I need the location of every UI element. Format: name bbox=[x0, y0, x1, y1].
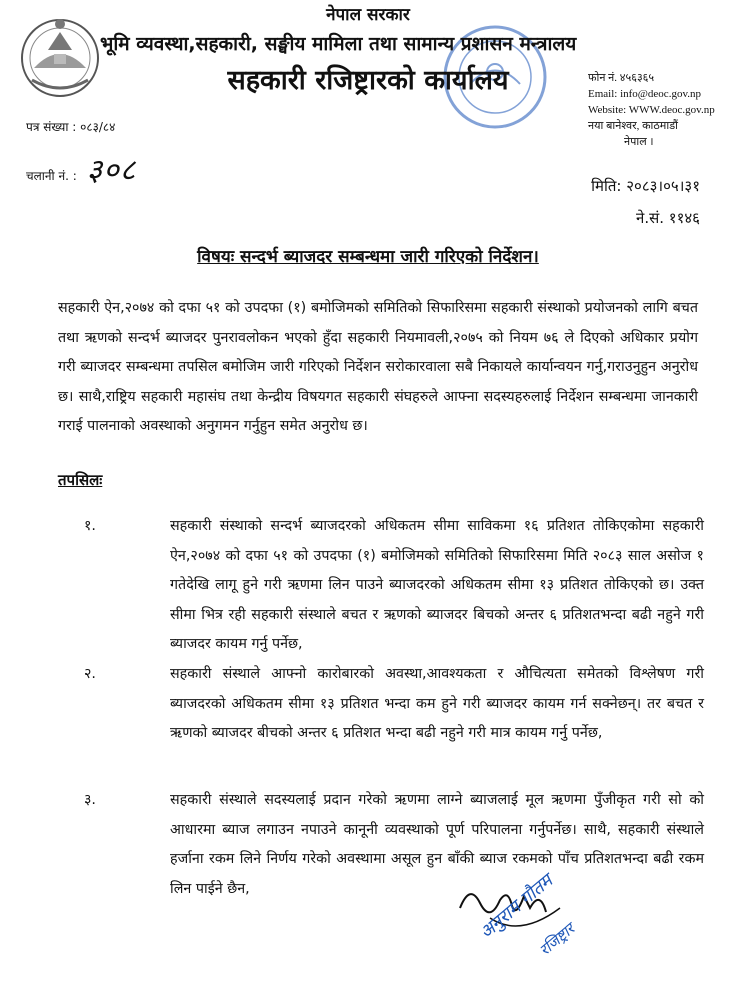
signatory-name: अनुराम गौतम bbox=[475, 870, 557, 944]
contact-block bbox=[588, 70, 715, 150]
government-name: नेपाल सरकार bbox=[326, 5, 410, 25]
list-item-text: सहकारी संस्थाले आफ्नो कारोबारको अवस्था,आवश्यकता र औचित्यता समेतको विश्लेषण गरी ब्याजदरको अधिकतम सीमा १३ प्रतिशत भन्दा कम हुने गरी ब्याजदर कायम गर्न सक्नेछन्। तर बचत र ऋणको ब्याजदर बीचको अन्तर ६ प्रतिशत भन्दा बढी नहुने गरी मात्र कायम गर्नु पर्नेछ, bbox=[170, 666, 704, 741]
office-country: नेपाल । bbox=[624, 136, 654, 148]
dispatch-number bbox=[26, 148, 136, 189]
letter-date: मिति: २०८३।०५।३१ bbox=[591, 177, 700, 195]
list-item bbox=[58, 512, 704, 662]
subject-text: विषयः सन्दर्भ ब्याजदर सम्बन्धमा जारी गरिएको निर्देशन। bbox=[197, 247, 539, 267]
signatory-role: रजिष्ट्रार bbox=[535, 919, 578, 960]
list-item-text: सहकारी संस्थाको सन्दर्भ ब्याजदरको अधिकतम सीमा साविकमा १६ प्रतिशत तोकिएकोमा सहकारी ऐन,२०७४ को दफा ५१ को उपदफा (१) बमोजिमको समितिको सिफारिसमा मिति २०८३ साल असोज १ गतेदेखि लागू हुने गरी ऋणमा लिन पाउने ब्याजदरको अधिकतम सीमा १३ प्रतिशत तोकिएको छ। उक्त सीमा भित्र रही सहकारी संस्थाले बचत र ऋणको ब्याजदर बिचको अन्तर ६ प्रतिशतभन्दा बढी नहुने गरी ब्याजदर कायम गर्नु पर्नेछ, bbox=[170, 518, 704, 652]
letter-subject bbox=[0, 244, 736, 267]
nepal-sambat-year: ने.सं. ११४६ bbox=[636, 209, 700, 227]
phone-number: फोन नं. ४५६३६५ bbox=[588, 72, 655, 84]
list-item bbox=[58, 660, 704, 780]
letter-number: पत्र संख्या : ०८३/८४ bbox=[26, 120, 116, 134]
list-item-number: ३. bbox=[84, 792, 96, 808]
body-paragraph: सहकारी ऐन,२०७४ को दफा ५१ को उपदफा (१) बमोजिमको समितिको सिफारिसमा सहकारी संस्थाको प्रयोजनको लागि बचत तथा ऋणको सन्दर्भ ब्याजदर पुनरावलोकन भएको हुँदा सहकारी नियमावली,२०७५ को नियम ७६ ले दिएको अधिकार प्रयोग गरी ब्याजदर सम्बन्धमा तपसिल बमोजिम जारी गरिएको निर्देशन सरोकारवाला सबै निकायले कार्यान्वयन गर्नु,गराउनुहुन अनुरोध छ। साथै,राष्ट्रिय सहकारी महासंघ तथा केन्द्रीय विषयगत सहकारी संघहरुले आफ्ना सदस्यहरुलाई निर्देशन सम्बन्धमा जानकारी गराई पालनाको अवस्थाको अनुगमन गर्नुहुन समेत अनुरोध छ। bbox=[58, 300, 698, 434]
dispatch-number-label: चलानी नं. : bbox=[26, 169, 77, 183]
dispatch-number-value: ३०८ bbox=[86, 153, 137, 188]
schedule-heading: तपसिलः bbox=[58, 471, 103, 489]
website-address: Website: WWW.deoc.gov.np bbox=[588, 104, 715, 116]
email-address: Email: info@deoc.gov.np bbox=[588, 88, 701, 100]
list-item-number: २. bbox=[84, 666, 96, 682]
ministry-name: भूमि व्यवस्था,सहकारी, सङ्घीय मामिला तथा सामान्य प्रशासन मन्त्रालय bbox=[100, 33, 577, 55]
office-name: सहकारी रजिष्ट्रारको कार्यालय bbox=[227, 65, 509, 96]
office-address: नया बानेश्वर, काठमाडौं bbox=[588, 120, 678, 132]
list-item-text: सहकारी संस्थाले सदस्यलाई प्रदान गरेको ऋणमा लाग्ने ब्याजलाई मूल ऋणमा पुँजीकृत गरी सो को आधारमा ब्याज लगाउन नपाउने कानूनी व्यवस्थाको पूर्ण परिपालना गर्नुपर्नेछ। साथै, सहकारी संस्थाले हर्जाना रकम लिने निर्णय गरेको अवस्थामा असूल हुन बाँकी ब्याज रकमको पाँच प्रतिशतभन्दा बढी रकम लिन पाईने छैन, bbox=[170, 792, 704, 897]
list-item-number: १. bbox=[84, 518, 96, 534]
